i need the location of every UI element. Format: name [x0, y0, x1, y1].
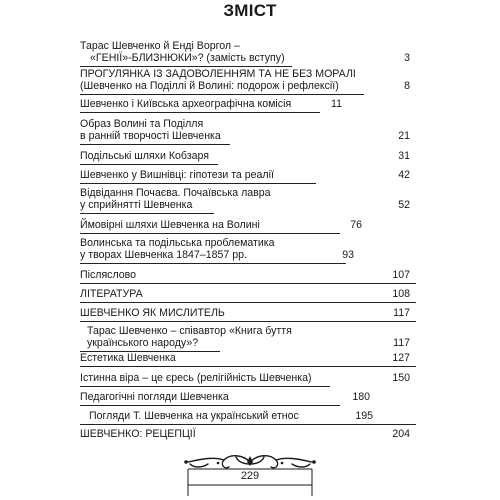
toc-divider: [80, 213, 214, 214]
toc-entry[interactable]: [80, 391, 416, 403]
toc-entry[interactable]: [80, 325, 416, 349]
toc-divider: [80, 283, 416, 284]
toc-page-number: 127: [392, 352, 410, 364]
toc-divider: [80, 112, 320, 113]
toc-entry-line: українського народу»?: [87, 337, 199, 349]
toc-entry[interactable]: [80, 269, 416, 281]
toc-entry-line: Подільські шляхи Кобзаря: [80, 150, 209, 162]
toc-divider: [80, 386, 330, 387]
toc-entry[interactable]: [80, 219, 416, 231]
toc-entry[interactable]: [80, 150, 416, 162]
toc-entry-line: (Шевченко на Поділлі й Волині: подорож і рефлексії): [80, 80, 339, 92]
page-title: ЗМІСТ: [223, 1, 277, 20]
toc-divider: [80, 321, 416, 322]
toc-entry-line: Шевченко у Вишнівці: гіпотези та реалії: [80, 169, 274, 181]
toc-entry-line: у творах Шевченка 1847–1857 рр.: [80, 249, 247, 261]
toc-entry[interactable]: [80, 307, 416, 319]
page-number: 229: [240, 470, 260, 482]
toc-entry[interactable]: [80, 237, 416, 261]
toc-entry-line: Тарас Шевченко – співавтор «Книга буття: [87, 325, 292, 337]
toc-divider: [80, 366, 416, 367]
toc-divider: [80, 66, 292, 67]
toc-divider: [80, 424, 416, 425]
toc-divider: [80, 302, 416, 303]
toc-entry-line: Тарас Шевченко й Енді Воргол –: [80, 40, 240, 52]
toc-divider: [80, 233, 340, 234]
toc-entry-line: в ранній творчості Шевченка: [80, 130, 221, 142]
toc-entry-line: Відвідання Почаєва. Почаївська лавра: [80, 187, 271, 199]
toc-page-number: 107: [392, 269, 410, 281]
toc-entry-line: у сприйнятті Шевченка: [80, 199, 193, 211]
page-footer: [178, 452, 322, 498]
toc-entry[interactable]: [80, 288, 416, 300]
toc-page-number: 204: [392, 428, 410, 440]
toc-page-number: 8: [404, 80, 410, 92]
toc-entry-line: ШЕВЧЕНКО: РЕЦЕПЦІЇ: [80, 428, 196, 440]
toc-page-number: 31: [398, 150, 410, 162]
toc-entry[interactable]: [80, 410, 416, 422]
toc-page-number: 117: [393, 307, 410, 319]
toc-entry[interactable]: [80, 40, 416, 64]
toc-page-number: 52: [398, 199, 410, 211]
toc-entry[interactable]: [80, 428, 416, 440]
toc-divider: [80, 405, 340, 406]
toc-entry-line: Волинська та подільська проблематика: [80, 237, 275, 249]
toc-page-number: 3: [404, 52, 410, 64]
toc-entry-line: Післяслово: [80, 269, 137, 281]
toc-entry-line: Істинна віра – це єресь (релігійність Шевченка): [80, 372, 312, 384]
toc-entry[interactable]: [80, 98, 416, 110]
toc-divider: [80, 144, 230, 145]
toc-page-number: 117: [393, 337, 410, 349]
toc-page-number: 21: [398, 130, 410, 142]
toc-page-number: 93: [342, 249, 354, 261]
toc-page-number: 42: [398, 169, 410, 181]
toc-entry-line: «ГЕНІЇ»-БЛИЗНЮКИ»? (замість вступу): [90, 52, 285, 64]
toc-divider: [80, 263, 346, 264]
toc-entry-line: Образ Волині та Поділля: [80, 118, 204, 130]
toc-entry-line: ЛІТЕРАТУРА: [80, 288, 143, 300]
toc-entry-line: Педагогічні погляди Шевченка: [80, 391, 229, 403]
toc-page-number: 150: [392, 372, 410, 384]
toc-entry-line: Погляди Т. Шевченка на український етнос: [89, 410, 299, 422]
toc-page-number: 180: [352, 391, 370, 403]
toc-entry[interactable]: [80, 352, 416, 364]
toc-entry[interactable]: [80, 68, 416, 92]
toc-page-number: 11: [331, 98, 342, 110]
toc-entry[interactable]: [80, 187, 416, 211]
toc-page-number: 195: [355, 410, 373, 422]
toc-entry-line: Шевченко і Київська археографічна комісія: [80, 98, 292, 110]
toc-entry-line: ПРОГУЛЯНКА ІЗ ЗАДОВОЛЕННЯМ ТА НЕ БЕЗ МОРАЛІ: [80, 68, 356, 80]
toc-entry-line: ШЕВЧЕНКО ЯК МИСЛИТЕЛЬ: [80, 307, 225, 319]
toc-page-number: 108: [392, 288, 410, 300]
toc-entry[interactable]: [80, 372, 416, 384]
toc-entry-line: Ймовірні шляхи Шевченка на Волині: [80, 219, 260, 231]
toc-entry[interactable]: [80, 118, 416, 142]
toc-divider: [80, 183, 316, 184]
toc-entry[interactable]: [80, 169, 416, 181]
toc-divider: [80, 94, 364, 95]
toc-entry-line: Естетика Шевченка: [80, 352, 176, 364]
toc-divider: [80, 164, 218, 165]
toc-page-number: 76: [350, 219, 362, 231]
